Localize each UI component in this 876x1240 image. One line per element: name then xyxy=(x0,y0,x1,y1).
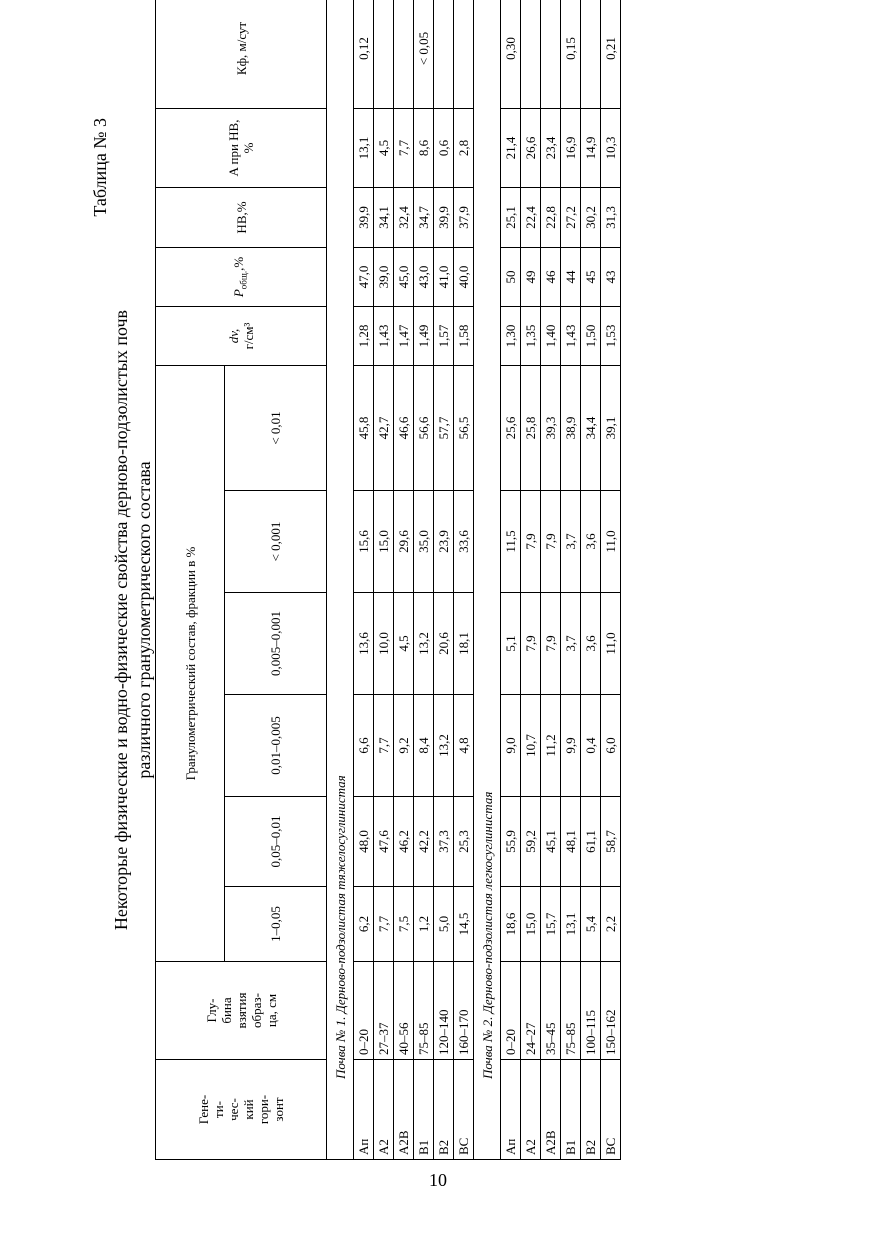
cell-f5: 7,9 xyxy=(521,491,541,593)
cell-f5: 15,6 xyxy=(354,491,374,593)
header-a: A при НВ, % xyxy=(156,108,327,187)
cell-dv: 1,47 xyxy=(394,306,414,365)
table-row xyxy=(414,0,434,1160)
table-row xyxy=(501,0,521,1160)
cell-f3: 11,2 xyxy=(541,695,561,797)
section-row xyxy=(327,0,354,1160)
cell-f1: 2,2 xyxy=(601,887,621,962)
table-row xyxy=(394,0,414,1160)
cell-f6: 56,5 xyxy=(454,365,474,490)
cell-f4: 7,9 xyxy=(541,593,561,695)
cell-p: 41,0 xyxy=(434,247,454,306)
header-p: $P_{общ.},\%$ xyxy=(156,247,327,306)
cell-f6: 39,3 xyxy=(541,365,561,490)
cell-a: 10,3 xyxy=(601,108,621,187)
cell-f2: 58,7 xyxy=(601,797,621,887)
cell-hb: 22,4 xyxy=(521,187,541,247)
table-row xyxy=(454,0,474,1160)
cell-f2: 59,2 xyxy=(521,797,541,887)
cell-p: 44 xyxy=(561,247,581,306)
cell-horizon: A2B xyxy=(541,1060,561,1160)
cell-kf: 0,15 xyxy=(561,0,581,108)
cell-a: 21,4 xyxy=(501,108,521,187)
cell-horizon: B1 xyxy=(561,1060,581,1160)
table-row xyxy=(434,0,454,1160)
cell-horizon: BC xyxy=(601,1060,621,1160)
cell-f3: 13,2 xyxy=(434,695,454,797)
cell-f4: 3,6 xyxy=(581,593,601,695)
cell-f4: 20,6 xyxy=(434,593,454,695)
cell-f3: 4,8 xyxy=(454,695,474,797)
cell-dv: 1,57 xyxy=(434,306,454,365)
table-row xyxy=(374,0,394,1160)
header-granulometric: Гранулометрический состав, фракции в % xyxy=(156,365,225,961)
cell-hb: 25,1 xyxy=(501,187,521,247)
cell-f6: 56,6 xyxy=(414,365,434,490)
cell-horizon: A2B xyxy=(394,1060,414,1160)
header-depth: Глу- бина взятия образ- ца, см xyxy=(156,962,327,1060)
cell-f6: 34,4 xyxy=(581,365,601,490)
cell-f3: 6,6 xyxy=(354,695,374,797)
cell-f2: 61,1 xyxy=(581,797,601,887)
cell-f1: 5,4 xyxy=(581,887,601,962)
header-row-1 xyxy=(156,0,225,1160)
table-row xyxy=(521,0,541,1160)
cell-horizon: Aп xyxy=(354,1060,374,1160)
cell-f3: 9,0 xyxy=(501,695,521,797)
cell-f6: 25,6 xyxy=(501,365,521,490)
cell-f6: 45,8 xyxy=(354,365,374,490)
cell-p: 43,0 xyxy=(414,247,434,306)
section-title: Почва № 1. Дерново-подзолистая тяжелосуглинистая xyxy=(327,0,354,1160)
cell-hb: 22,8 xyxy=(541,187,561,247)
page-number: 10 xyxy=(429,1170,447,1190)
cell-f2: 47,6 xyxy=(374,797,394,887)
cell-depth: 100–115 xyxy=(581,962,601,1060)
cell-hb: 34,1 xyxy=(374,187,394,247)
cell-kf: < 0,05 xyxy=(414,0,434,108)
cell-f4: 5,1 xyxy=(501,593,521,695)
cell-f2: 48,1 xyxy=(561,797,581,887)
cell-f1: 7,7 xyxy=(374,887,394,962)
cell-dv: 1,53 xyxy=(601,306,621,365)
cell-depth: 120–140 xyxy=(434,962,454,1060)
cell-depth: 75–85 xyxy=(561,962,581,1060)
cell-depth: 40–56 xyxy=(394,962,414,1060)
cell-kf xyxy=(581,0,601,108)
cell-kf: 0,30 xyxy=(501,0,521,108)
cell-f1: 18,6 xyxy=(501,887,521,962)
cell-f1: 15,0 xyxy=(521,887,541,962)
section-title: Почва № 2. Дерново-подзолистая легкосуглинистая xyxy=(474,0,501,1160)
cell-f3: 9,9 xyxy=(561,695,581,797)
cell-hb: 39,9 xyxy=(434,187,454,247)
table-row xyxy=(541,0,561,1160)
cell-f2: 42,2 xyxy=(414,797,434,887)
header-hb: НВ,% xyxy=(156,187,327,247)
cell-f4: 11,0 xyxy=(601,593,621,695)
cell-f5: 7,9 xyxy=(541,491,561,593)
header-fraction-6: < 0,01 xyxy=(225,365,327,490)
cell-f4: 13,6 xyxy=(354,593,374,695)
cell-horizon: B2 xyxy=(434,1060,454,1160)
cell-p: 45 xyxy=(581,247,601,306)
cell-depth: 160–170 xyxy=(454,962,474,1060)
cell-kf xyxy=(434,0,454,108)
table-row xyxy=(601,0,621,1160)
cell-f1: 6,2 xyxy=(354,887,374,962)
cell-kf xyxy=(374,0,394,108)
table-title-line-1: Некоторые физические и водно-физические свойства дерново-подзолистых почв xyxy=(111,309,131,931)
cell-dv: 1,30 xyxy=(501,306,521,365)
cell-dv: 1,43 xyxy=(561,306,581,365)
cell-f2: 37,3 xyxy=(434,797,454,887)
table-title xyxy=(110,80,156,1160)
cell-depth: 0–20 xyxy=(354,962,374,1060)
cell-a: 13,1 xyxy=(354,108,374,187)
cell-horizon: Aп xyxy=(501,1060,521,1160)
header-fraction-1: 1–0,05 xyxy=(225,887,327,962)
table-row xyxy=(354,0,374,1160)
cell-f4: 3,7 xyxy=(561,593,581,695)
cell-kf xyxy=(454,0,474,108)
table-row xyxy=(561,0,581,1160)
cell-p: 46 xyxy=(541,247,561,306)
header-horizon: Гене- ти- чес- кий гори- зонт xyxy=(156,1060,327,1160)
cell-f3: 6,0 xyxy=(601,695,621,797)
rotated-page-content xyxy=(90,21,730,1160)
cell-hb: 32,4 xyxy=(394,187,414,247)
cell-p: 47,0 xyxy=(354,247,374,306)
cell-horizon: B2 xyxy=(581,1060,601,1160)
cell-f1: 15,7 xyxy=(541,887,561,962)
cell-f5: 15,0 xyxy=(374,491,394,593)
cell-f4: 13,2 xyxy=(414,593,434,695)
cell-hb: 37,9 xyxy=(454,187,474,247)
cell-a: 23,4 xyxy=(541,108,561,187)
cell-dv: 1,49 xyxy=(414,306,434,365)
section-row xyxy=(474,0,501,1160)
cell-kf: 0,21 xyxy=(601,0,621,108)
cell-hb: 31,3 xyxy=(601,187,621,247)
table-title-line-2: различного гранулометрического состава xyxy=(134,461,154,779)
cell-f5: 23,9 xyxy=(434,491,454,593)
cell-f5: 3,6 xyxy=(581,491,601,593)
cell-f5: 29,6 xyxy=(394,491,414,593)
cell-f1: 13,1 xyxy=(561,887,581,962)
cell-kf xyxy=(541,0,561,108)
cell-kf xyxy=(394,0,414,108)
cell-horizon: A2 xyxy=(521,1060,541,1160)
cell-p: 39,0 xyxy=(374,247,394,306)
cell-f2: 45,1 xyxy=(541,797,561,887)
cell-f3: 7,7 xyxy=(374,695,394,797)
cell-f1: 5,0 xyxy=(434,887,454,962)
cell-f5: 35,0 xyxy=(414,491,434,593)
cell-f6: 46,6 xyxy=(394,365,414,490)
cell-f4: 10,0 xyxy=(374,593,394,695)
cell-dv: 1,50 xyxy=(581,306,601,365)
cell-depth: 0–20 xyxy=(501,962,521,1060)
cell-hb: 27,2 xyxy=(561,187,581,247)
cell-dv: 1,43 xyxy=(374,306,394,365)
cell-dv: 1,58 xyxy=(454,306,474,365)
header-fraction-2: 0,05–0,01 xyxy=(225,797,327,887)
cell-a: 16,9 xyxy=(561,108,581,187)
header-kf: Кф, м/сут xyxy=(156,0,327,108)
cell-f4: 7,9 xyxy=(521,593,541,695)
cell-f6: 25,8 xyxy=(521,365,541,490)
cell-f6: 42,7 xyxy=(374,365,394,490)
cell-f6: 57,7 xyxy=(434,365,454,490)
cell-f5: 11,0 xyxy=(601,491,621,593)
cell-f1: 7,5 xyxy=(394,887,414,962)
cell-f4: 18,1 xyxy=(454,593,474,695)
cell-f3: 8,4 xyxy=(414,695,434,797)
header-fraction-5: < 0,001 xyxy=(225,491,327,593)
cell-depth: 35–45 xyxy=(541,962,561,1060)
cell-f6: 38,9 xyxy=(561,365,581,490)
cell-dv: 1,40 xyxy=(541,306,561,365)
cell-horizon: B1 xyxy=(414,1060,434,1160)
cell-p: 40,0 xyxy=(454,247,474,306)
cell-kf: 0,12 xyxy=(354,0,374,108)
cell-horizon: A2 xyxy=(374,1060,394,1160)
cell-dv: 1,35 xyxy=(521,306,541,365)
cell-f2: 46,2 xyxy=(394,797,414,887)
cell-a: 2,8 xyxy=(454,108,474,187)
cell-hb: 30,2 xyxy=(581,187,601,247)
cell-f2: 48,0 xyxy=(354,797,374,887)
cell-f1: 1,2 xyxy=(414,887,434,962)
cell-dv: 1,28 xyxy=(354,306,374,365)
cell-f3: 10,7 xyxy=(521,695,541,797)
cell-depth: 75–85 xyxy=(414,962,434,1060)
cell-f5: 11,5 xyxy=(501,491,521,593)
cell-depth: 27–37 xyxy=(374,962,394,1060)
header-fraction-3: 0,01–0,005 xyxy=(225,695,327,797)
cell-hb: 34,7 xyxy=(414,187,434,247)
cell-horizon: BC xyxy=(454,1060,474,1160)
cell-f4: 4,5 xyxy=(394,593,414,695)
table-caption: Таблица № 3 xyxy=(90,118,110,217)
cell-f5: 33,6 xyxy=(454,491,474,593)
cell-f2: 55,9 xyxy=(501,797,521,887)
cell-p: 49 xyxy=(521,247,541,306)
cell-a: 7,7 xyxy=(394,108,414,187)
cell-f5: 3,7 xyxy=(561,491,581,593)
cell-a: 8,6 xyxy=(414,108,434,187)
cell-p: 45,0 xyxy=(394,247,414,306)
cell-f6: 39,1 xyxy=(601,365,621,490)
header-dv: dv, г/см³ xyxy=(156,306,327,365)
cell-depth: 150–162 xyxy=(601,962,621,1060)
cell-f1: 14,5 xyxy=(454,887,474,962)
cell-p: 43 xyxy=(601,247,621,306)
cell-f3: 0,4 xyxy=(581,695,601,797)
cell-a: 14,9 xyxy=(581,108,601,187)
soil-properties-table xyxy=(155,0,621,1160)
cell-a: 26,6 xyxy=(521,108,541,187)
cell-hb: 39,9 xyxy=(354,187,374,247)
cell-a: 4,5 xyxy=(374,108,394,187)
header-fraction-4: 0,005–0,001 xyxy=(225,593,327,695)
cell-f2: 25,3 xyxy=(454,797,474,887)
cell-p: 50 xyxy=(501,247,521,306)
cell-kf xyxy=(521,0,541,108)
table-row xyxy=(581,0,601,1160)
cell-f3: 9,2 xyxy=(394,695,414,797)
cell-depth: 24–27 xyxy=(521,962,541,1060)
cell-a: 0,6 xyxy=(434,108,454,187)
